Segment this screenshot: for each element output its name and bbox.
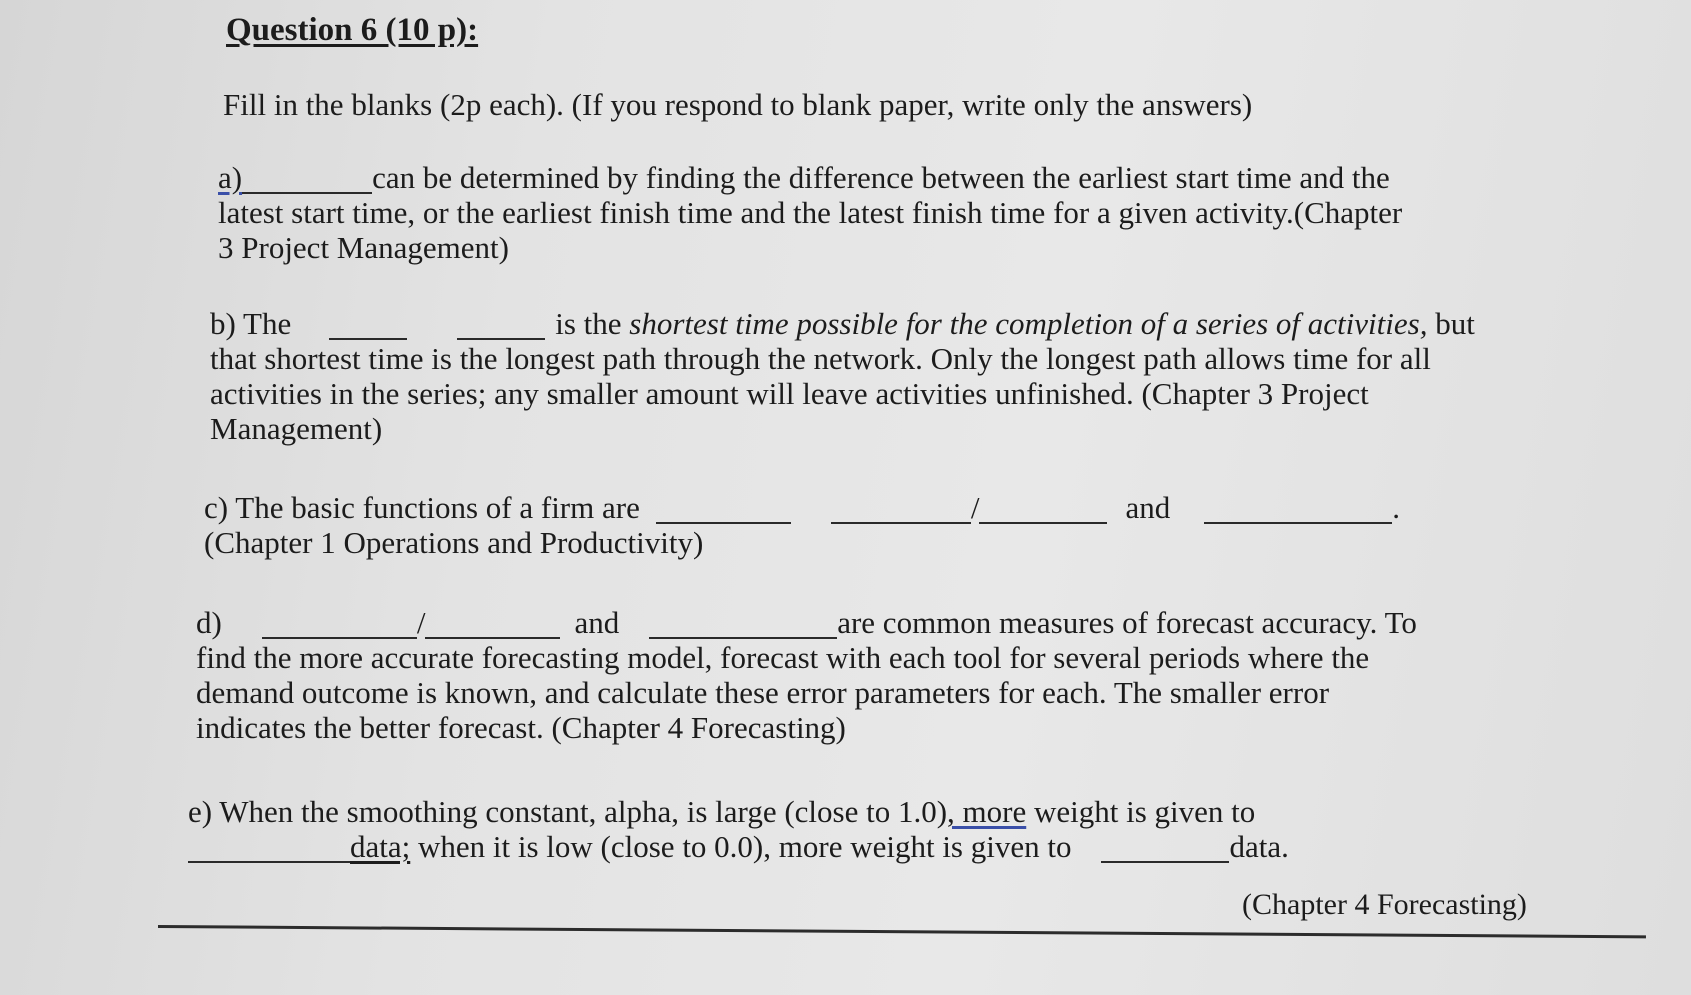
item-e-text-1c: weight is given to bbox=[1026, 794, 1256, 829]
item-a-line-3: 3 Project Management) bbox=[218, 230, 509, 265]
item-d-line-3: demand outcome is known, and calculate these error parameters for each. The smaller error bbox=[196, 675, 1330, 710]
question-heading: Question 6 (10 p): bbox=[226, 12, 479, 48]
item-c-and: and bbox=[1125, 490, 1171, 525]
item-c-period: . bbox=[1392, 490, 1400, 525]
item-a-line-1 bbox=[218, 160, 1402, 195]
item-b-line-4: Management) bbox=[210, 411, 383, 446]
item-b-end: but bbox=[1427, 306, 1475, 341]
item-a-line-2: latest start time, or the earliest finish time and the latest finish time for a given activity.(Chapter bbox=[218, 195, 1403, 230]
instructions: Fill in the blanks (2p each). (If you respond to blank paper, write only the answers) bbox=[223, 87, 1253, 122]
item-d-line-2: find the more accurate forecasting model, forecast with each tool for several periods where the bbox=[196, 640, 1370, 675]
item-d-label: d) bbox=[196, 605, 222, 640]
item-e-text-2b: when it is low (close to 0.0), more weight is given to bbox=[410, 829, 1072, 864]
item-b-label: b) The bbox=[210, 306, 292, 341]
item-e-line-1 bbox=[188, 794, 1289, 829]
item-e-blank-2[interactable] bbox=[1101, 830, 1229, 863]
item-e-text-1a: e) When the smoothing constant, alpha, is large (close to 1.0) bbox=[188, 794, 948, 829]
item-c-line-1 bbox=[204, 490, 1400, 525]
item-c-blank-1[interactable] bbox=[656, 491, 791, 524]
item-c-label: c) The basic functions of a firm are bbox=[204, 490, 640, 525]
item-d-blank-1[interactable] bbox=[262, 606, 417, 639]
item-b-mid: is the bbox=[555, 306, 622, 341]
item-d-and: and bbox=[574, 605, 620, 640]
item-d-line-4: indicates the better forecast. (Chapter 4 Forecasting) bbox=[196, 710, 846, 745]
item-e-text-1b: , more bbox=[947, 794, 1027, 829]
item-c-slash: / bbox=[970, 490, 980, 525]
item-a-label: a) bbox=[218, 160, 243, 195]
item-d-blank-3[interactable] bbox=[649, 606, 837, 639]
item-e-line-2 bbox=[188, 829, 1289, 864]
item-d-slash: / bbox=[416, 605, 426, 640]
item-e-blank-1[interactable] bbox=[188, 830, 350, 863]
item-b-line-3: activities in the series; any smaller amount will leave activities unfinished. (Chapter 3 Project bbox=[210, 376, 1369, 411]
item-e bbox=[188, 794, 1289, 864]
item-d-line-1 bbox=[196, 605, 1417, 640]
item-a bbox=[218, 160, 1402, 265]
item-c-line-2: (Chapter 1 Operations and Productivity) bbox=[204, 525, 704, 560]
item-d bbox=[196, 605, 1417, 745]
item-d-blank-2[interactable] bbox=[425, 606, 560, 639]
item-b bbox=[210, 306, 1475, 446]
item-b-italic: shortest time possible for the completion of a series of activities, bbox=[629, 306, 1428, 341]
item-b-line-1 bbox=[210, 306, 1475, 341]
item-b-line-2: that shortest time is the longest path through the network. Only the longest path allows time for all bbox=[210, 341, 1431, 376]
item-e-text-2a: data; bbox=[350, 829, 411, 864]
item-c bbox=[204, 490, 1400, 560]
item-e-text-2c: data. bbox=[1229, 829, 1289, 864]
item-b-blank-2[interactable] bbox=[457, 307, 545, 340]
item-a-blank[interactable] bbox=[242, 161, 372, 194]
item-b-blank-1[interactable] bbox=[329, 307, 407, 340]
item-c-blank-2[interactable] bbox=[831, 491, 971, 524]
item-c-blank-4[interactable] bbox=[1204, 491, 1392, 524]
bottom-rule bbox=[158, 925, 1646, 938]
item-e-chapter: (Chapter 4 Forecasting) bbox=[1242, 888, 1527, 921]
item-d-after: are common measures of forecast accuracy. To bbox=[837, 605, 1417, 640]
item-c-blank-3[interactable] bbox=[979, 491, 1107, 524]
item-a-text-1: can be determined by finding the difference between the earliest start time and the bbox=[372, 160, 1390, 195]
